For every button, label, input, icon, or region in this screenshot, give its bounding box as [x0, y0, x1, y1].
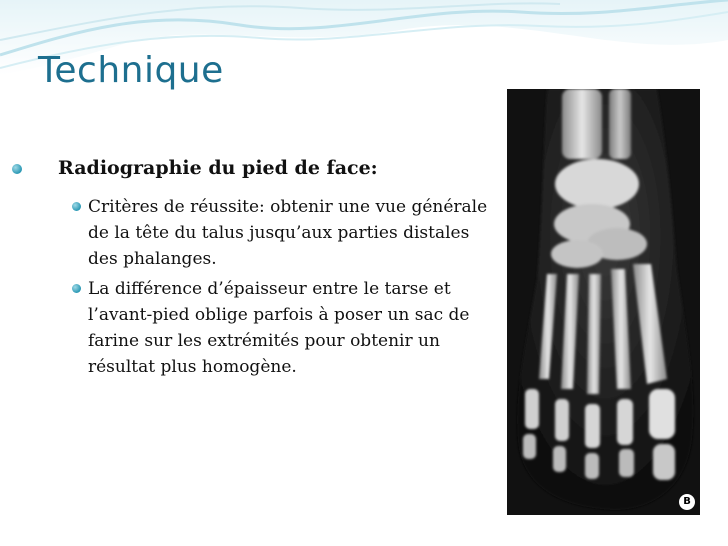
bullet-main-text: Radiographie du pied de face: — [58, 157, 378, 179]
sub-bullet-text: La différence d’épaisseur entre le tarse et l’avant-pied oblige parfois à poser un sac de farine sur les extrémités pour obtenir un résultat plus homogène. — [88, 279, 470, 377]
sub-bullet-text: Critères de réussite: obtenir une vue générale de la tête du talus jusqu’aux parties distales des phalanges. — [88, 197, 488, 269]
slide-title: Technique — [38, 50, 224, 91]
sub-bullet — [10, 276, 488, 380]
bullet-list — [10, 156, 500, 384]
bullet-icon — [12, 164, 22, 174]
foot-xray-image — [507, 89, 700, 515]
sub-bullet — [10, 194, 488, 272]
bullet-icon — [72, 284, 81, 293]
image-label-badge: B — [679, 494, 695, 510]
bullet-icon — [72, 202, 81, 211]
sub-bullets — [10, 194, 500, 380]
